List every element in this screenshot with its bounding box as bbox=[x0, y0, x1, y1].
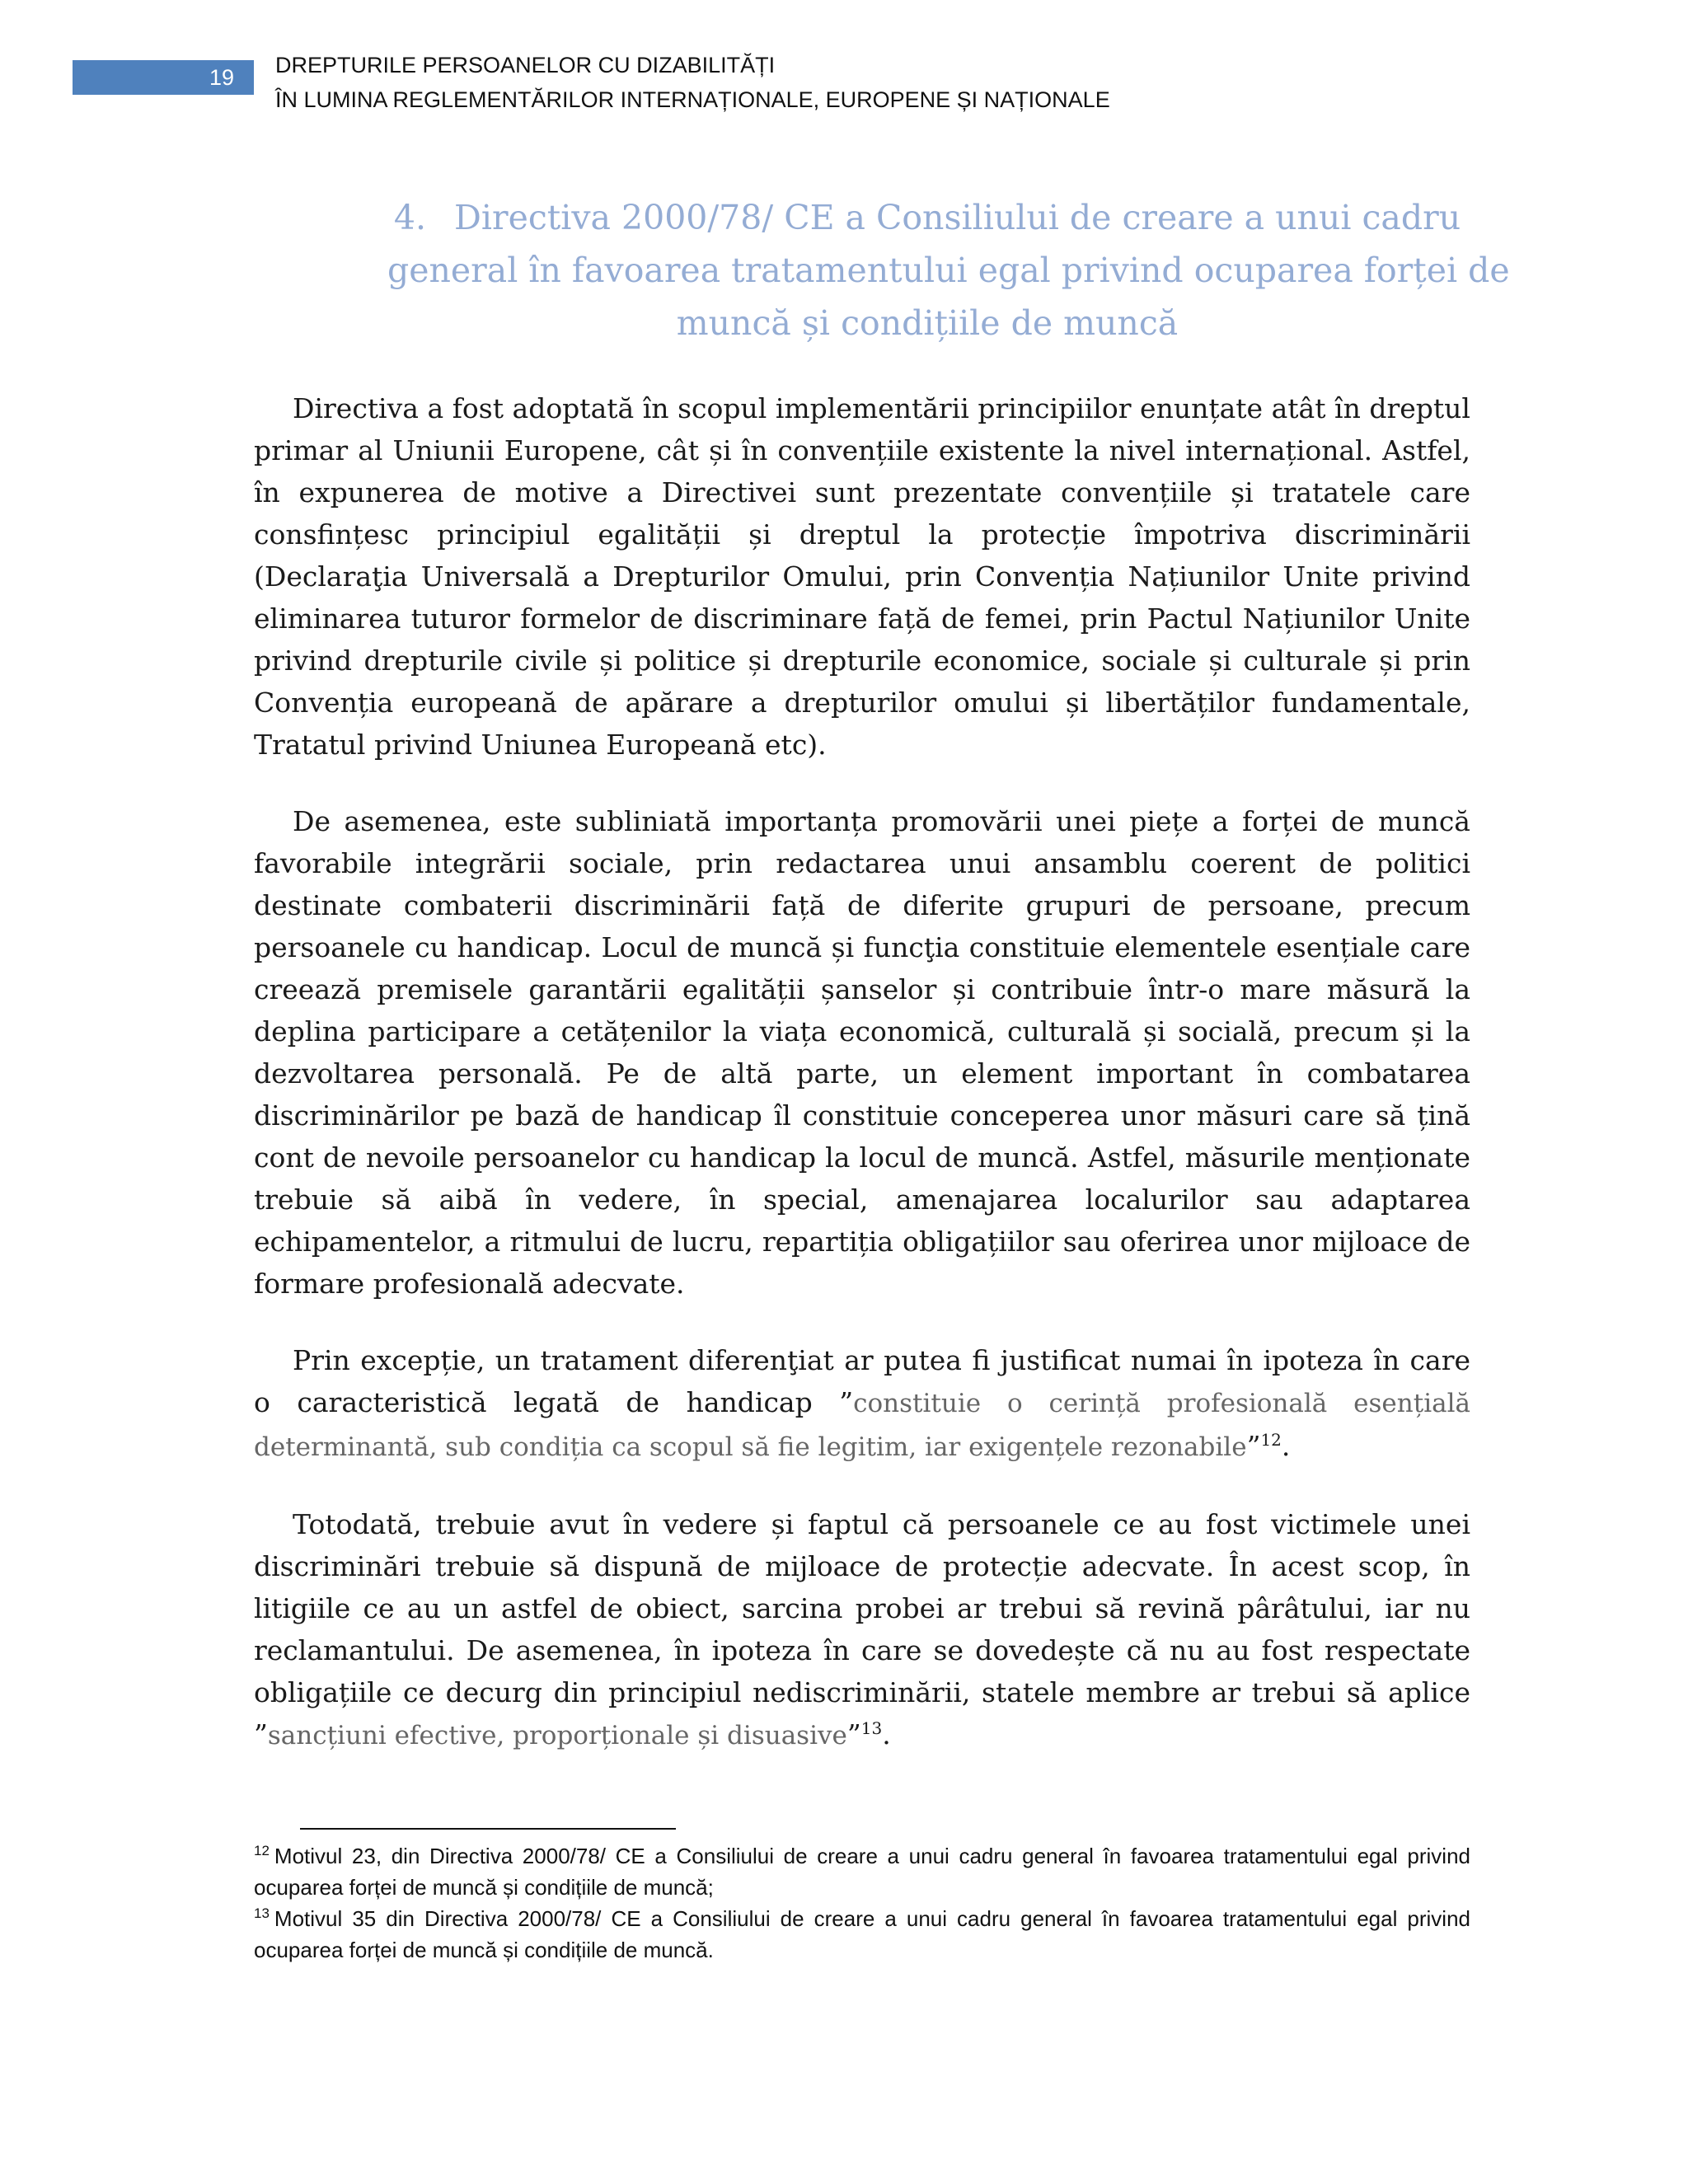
footnote-12 bbox=[254, 1840, 1470, 1903]
footnote-separator bbox=[300, 1828, 676, 1830]
section-number: 4. bbox=[393, 198, 426, 237]
page-number-bar bbox=[73, 60, 254, 95]
running-header-line-2: ÎN LUMINA REGLEMENTĂRILOR INTERNAȚIONALE, EUROPENE ȘI NAȚIONALE bbox=[275, 87, 1110, 112]
paragraph-4-end: . bbox=[882, 1718, 891, 1750]
paragraph-3-close-quote: ” bbox=[1246, 1430, 1261, 1462]
paragraph-3-quote: constituie o cerință profesională esențială determinantă, sub condiția ca scopul să fie legitim, iar exigențele rezonabile bbox=[254, 1389, 1470, 1462]
paragraph-3 bbox=[254, 1339, 1470, 1469]
footnote-number: 13 bbox=[254, 1905, 270, 1922]
paragraph-4-quote: sancțiuni efective, proporționale și disuasive bbox=[267, 1721, 847, 1750]
footnote-ref-13[interactable]: 13 bbox=[860, 1718, 883, 1738]
section-title-line-1: Directiva 2000/78/ CE a Consiliului de creare a unui cadru bbox=[453, 198, 1461, 237]
paragraph-1: Directiva a fost adoptată în scopul implementării principiilor enunțate atât în dreptul primar al Uniunii Europene, cât și în convențiile existente la nivel internațional. Astfel, în expunerea de motive a Directivei sunt prezentate convențiile și tratatele care consfințesc principiul egalității și dreptul la protecție împotriva discriminării (Declaraţia Universală a Drepturilor Omului, prin Convenția Națiunilor Unite privind eliminarea tuturor formelor de discriminare față de femei, prin Pactul Națiunilor Unite privind drepturile civile și politice și drepturile economice, sociale și culturale și prin Convenția europeană de apărare a drepturilor omului și libertăților fundamentale, Tratatul privind Uniunea Europeană etc). bbox=[254, 392, 1470, 761]
footnote-text: Motivul 23, din Directiva 2000/78/ CE a Consiliului de creare a unui cadru general în favoarea tratamentului egal privind ocuparea forței de muncă și condițiile de muncă; bbox=[254, 1844, 1470, 1900]
section-title-line-2: general în favoarea tratamentului egal privind ocuparea forței de bbox=[387, 251, 1510, 290]
running-header-line-1: DREPTURILE PERSOANELOR CU DIZABILITĂȚI bbox=[275, 53, 776, 77]
paragraph-2: De asemenea, este subliniată importanța promovării unei piețe a forței de muncă favorabile integrării sociale, prin redactarea unui ansamblu coerent de politici destinate combaterii discriminării față de diferite grupuri de persoane, precum persoanele cu handicap. Locul de muncă și funcţia constituie elementele esențiale care creează premisele garantării egalității șanselor și contribuie într-o mare măsură la deplina participare a cetățenilor la viața economică, culturală și socială, precum și la dezvoltarea personală. Pe de altă parte, un element important în combatarea discriminărilor pe bază de handicap îl constituie conceperea unor măsuri care să țină cont de nevoile persoanelor cu handicap la locul de muncă. Astfel, măsurile menționate trebuie să aibă în vedere, în special, amenajarea localurilor sau adaptarea echipamentelor, a ritmului de lucru, repartiția obligațiilor sau oferirea unor mijloace de formare profesională adecvate. bbox=[254, 805, 1470, 1300]
section-heading-line-1 bbox=[387, 191, 1467, 244]
paragraph-4 bbox=[254, 1503, 1470, 1757]
paragraph-4-close-quote: ” bbox=[846, 1718, 861, 1750]
footnote-text: Motivul 35 din Directiva 2000/78/ CE a Consiliului de creare a unui cadru general în favoarea tratamentului egal privind ocuparea forței de muncă și condițiile de muncă. bbox=[254, 1906, 1470, 1962]
paragraph-3-text: Prin excepție, un tratament diferenţiat ar putea fi justificat numai în ipoteza în care o caracteristică legată de handicap ” bbox=[254, 1344, 1470, 1418]
footnote-number: 12 bbox=[254, 1843, 270, 1859]
section-title-line-3: muncă și condițiile de muncă bbox=[676, 303, 1179, 343]
paragraph-3-end: . bbox=[1281, 1430, 1291, 1462]
page-number: 19 bbox=[209, 65, 234, 90]
footnote-ref-12[interactable]: 12 bbox=[1260, 1430, 1282, 1450]
running-header bbox=[275, 48, 1110, 117]
paragraph-4-text: Totodată, trebuie avut în vedere și faptul că persoanele ce au fost victimele unei discriminări trebuie să dispună de mijloace de protecție adecvate. În acest scop, în litigiile ce au un astfel de obiect, sarcina probei ar trebui să revină pârâtului, iar nu reclamantului. De asemenea, în ipoteza în care se dovedește că nu au fost respectate obligațiile ce decurg din principiul nediscriminării, statele membre ar trebui să aplice ” bbox=[254, 1508, 1470, 1750]
footnote-13 bbox=[254, 1903, 1470, 1966]
section-heading bbox=[387, 191, 1510, 349]
footnotes bbox=[254, 1840, 1470, 1966]
body-text bbox=[254, 387, 1470, 1792]
